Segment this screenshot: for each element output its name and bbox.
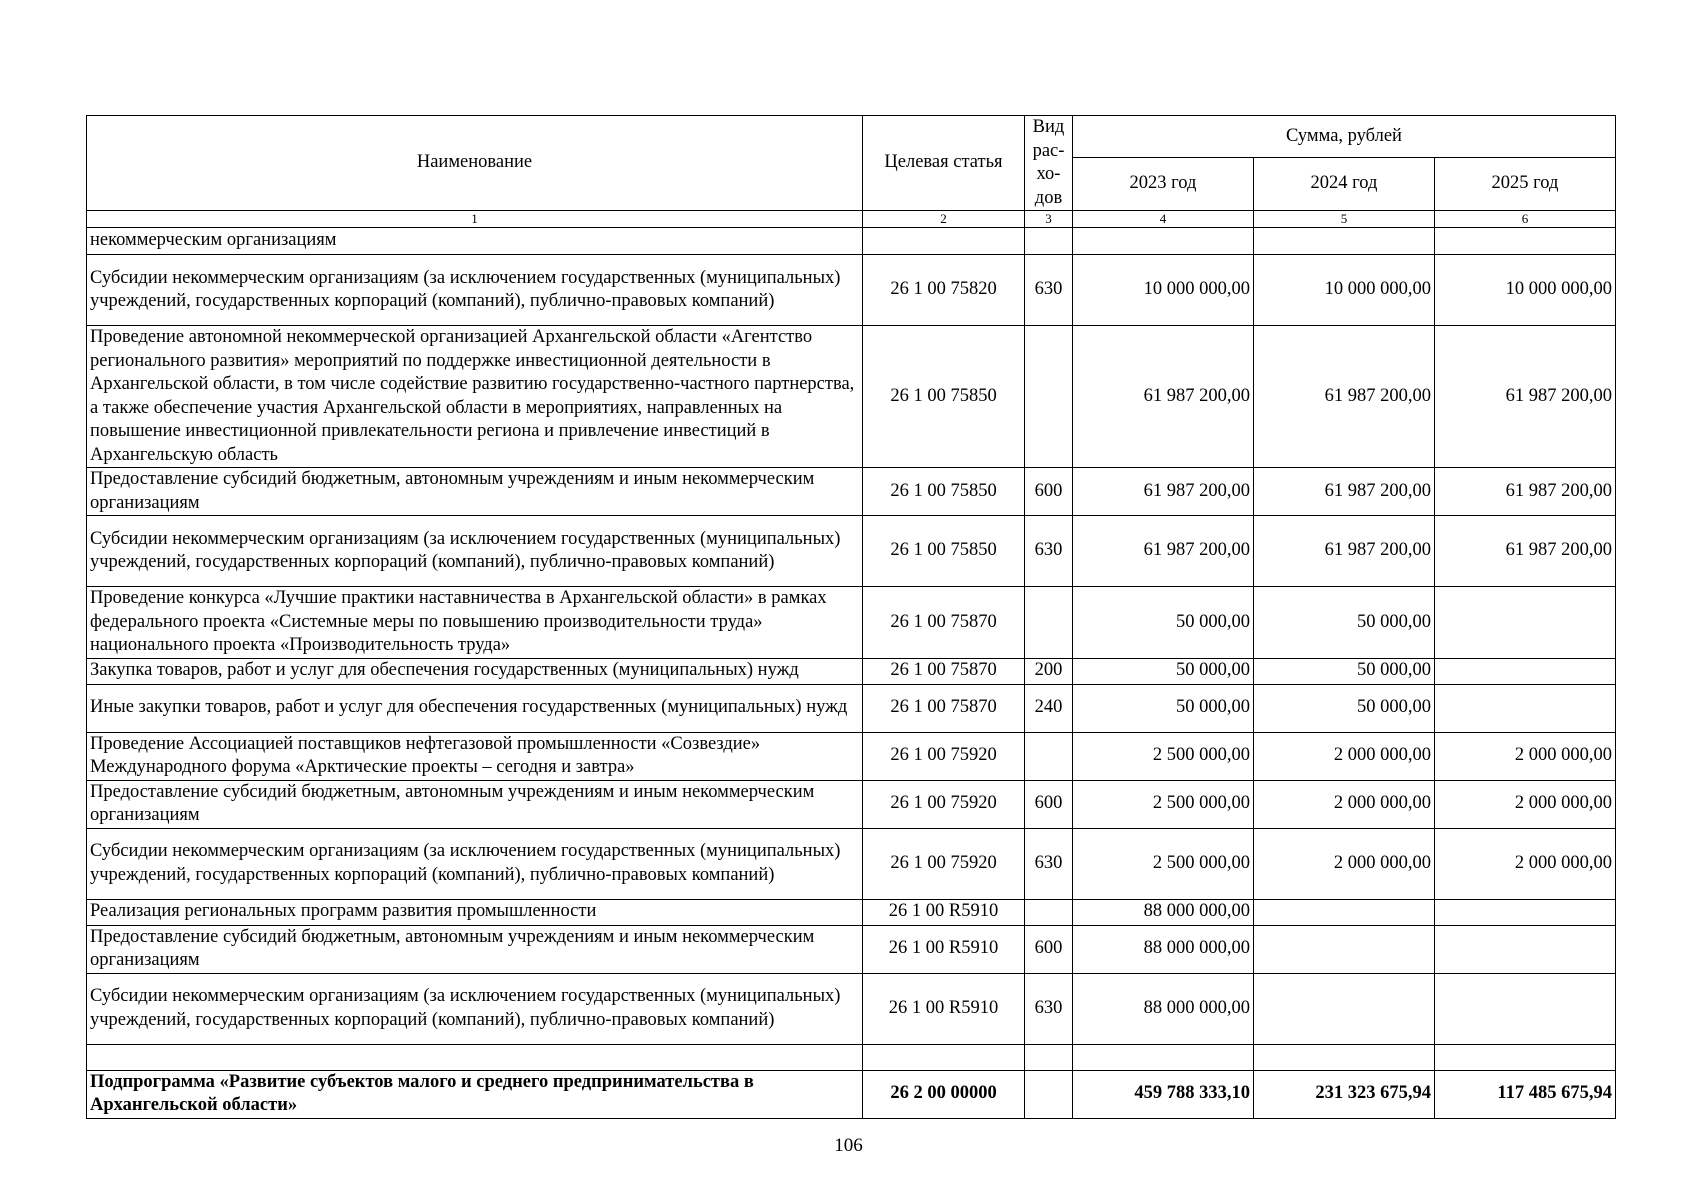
column-number: 4	[1073, 211, 1254, 228]
row-amount-2025: 61 987 200,00	[1435, 516, 1616, 587]
table-row	[87, 326, 1616, 468]
row-amount-2024: 61 987 200,00	[1254, 516, 1435, 587]
row-expense-type: 600	[1025, 925, 1073, 973]
row-amount-2024: 61 987 200,00	[1254, 326, 1435, 468]
row-name: Предоставление субсидий бюджетным, автономным учреждениям и иным некоммерческим организациям	[87, 780, 863, 828]
row-name: Проведение автономной некоммерческой организацией Архангельской области «Агентство регионального развития» мероприятий по поддержке инвестиционной деятельности в Архангельской области, в том числе содействие развитию государственно-частного партнерства, а также обеспечение участия Архангельской области в мероприятиях, направленных на повышение инвестиционной привлекательности региона и привлечение инвестиций в Архангельскую область	[87, 326, 863, 468]
row-name: Предоставление субсидий бюджетным, автономным учреждениям и иным некоммерческим организациям	[87, 925, 863, 973]
row-expense-type: 200	[1025, 658, 1073, 684]
row-amount-2023: 459 788 333,10	[1073, 1070, 1254, 1118]
row-amount-2025	[1435, 587, 1616, 659]
row-expense-type: 630	[1025, 516, 1073, 587]
row-target-article: 26 1 00 R5910	[863, 973, 1025, 1044]
header-expense-type-line: дов	[1034, 187, 1063, 208]
row-target-article: 26 1 00 75850	[863, 326, 1025, 468]
row-amount-2023: 2 500 000,00	[1073, 828, 1254, 899]
table-body	[87, 116, 1616, 1119]
row-amount-2025: 61 987 200,00	[1435, 326, 1616, 468]
table-row	[87, 587, 1616, 659]
row-name: Реализация региональных программ развития промышленности	[87, 899, 863, 925]
row-amount-2023: 88 000 000,00	[1073, 973, 1254, 1044]
row-amount-2023: 50 000,00	[1073, 587, 1254, 659]
header-expense-type	[1025, 116, 1073, 211]
row-amount-2024: 10 000 000,00	[1254, 255, 1435, 326]
row-amount-2025: 2 000 000,00	[1435, 732, 1616, 780]
row-amount-2025: 2 000 000,00	[1435, 828, 1616, 899]
column-number: 3	[1025, 211, 1073, 228]
row-target-article: 26 1 00 75850	[863, 516, 1025, 587]
row-expense-type	[1025, 732, 1073, 780]
column-number: 6	[1435, 211, 1616, 228]
row-target-article: 26 1 00 75870	[863, 587, 1025, 659]
row-amount-2024	[1254, 228, 1435, 255]
header-name: Наименование	[87, 116, 863, 211]
header-sum: Сумма, рублей	[1073, 116, 1616, 158]
row-name: Подпрограмма «Развитие субъектов малого и среднего предпринимательства в Архангельской области»	[87, 1070, 863, 1118]
row-amount-2025	[1435, 925, 1616, 973]
row-expense-type: 600	[1025, 780, 1073, 828]
header-expense-type-line: хо-	[1036, 164, 1061, 184]
row-amount-2023: 10 000 000,00	[1073, 255, 1254, 326]
row-expense-type	[1025, 899, 1073, 925]
header-year-2024: 2024 год	[1254, 158, 1435, 211]
table-row	[87, 228, 1616, 255]
row-amount-2023	[1073, 1044, 1254, 1070]
budget-table	[86, 115, 1616, 1119]
row-amount-2025	[1435, 1044, 1616, 1070]
header-year-2025: 2025 год	[1435, 158, 1616, 211]
row-expense-type: 600	[1025, 468, 1073, 516]
row-amount-2025	[1435, 973, 1616, 1044]
row-amount-2024: 50 000,00	[1254, 684, 1435, 732]
row-amount-2025: 10 000 000,00	[1435, 255, 1616, 326]
column-number: 5	[1254, 211, 1435, 228]
row-amount-2023: 88 000 000,00	[1073, 899, 1254, 925]
page-number: 106	[834, 1135, 863, 1156]
row-target-article	[863, 1044, 1025, 1070]
row-expense-type: 630	[1025, 973, 1073, 1044]
row-amount-2023	[1073, 228, 1254, 255]
row-amount-2024: 231 323 675,94	[1254, 1070, 1435, 1118]
row-target-article: 26 1 00 75850	[863, 468, 1025, 516]
row-target-article: 26 1 00 75920	[863, 828, 1025, 899]
row-name: Субсидии некоммерческим организациям (за исключением государственных (муниципальных) учреждений, государственных корпораций (компаний), публично-правовых компаний)	[87, 255, 863, 326]
row-target-article: 26 1 00 75820	[863, 255, 1025, 326]
row-amount-2023: 2 500 000,00	[1073, 780, 1254, 828]
row-name: Проведение Ассоциацией поставщиков нефтегазовой промышленности «Созвездие» Международного форума «Арктические проекты – сегодня и завтра»	[87, 732, 863, 780]
row-amount-2025: 2 000 000,00	[1435, 780, 1616, 828]
row-expense-type	[1025, 1044, 1073, 1070]
row-amount-2023: 61 987 200,00	[1073, 326, 1254, 468]
row-amount-2024: 2 000 000,00	[1254, 732, 1435, 780]
row-amount-2024: 2 000 000,00	[1254, 828, 1435, 899]
row-amount-2025	[1435, 684, 1616, 732]
row-amount-2025	[1435, 899, 1616, 925]
row-name: некоммерческим организациям	[87, 228, 863, 255]
table-row	[87, 780, 1616, 828]
row-name: Закупка товаров, работ и услуг для обеспечения государственных (муниципальных) нужд	[87, 658, 863, 684]
table-row	[87, 516, 1616, 587]
row-name: Предоставление субсидий бюджетным, автономным учреждениям и иным некоммерческим организациям	[87, 468, 863, 516]
header-expense-type-line: Вид	[1032, 117, 1065, 137]
table-row	[87, 468, 1616, 516]
row-expense-type	[1025, 587, 1073, 659]
row-expense-type: 240	[1025, 684, 1073, 732]
row-amount-2024	[1254, 973, 1435, 1044]
row-amount-2024	[1254, 899, 1435, 925]
row-target-article: 26 1 00 R5910	[863, 899, 1025, 925]
row-amount-2024	[1254, 1044, 1435, 1070]
row-name: Проведение конкурса «Лучшие практики наставничества в Архангельской области» в рамках федерального проекта «Системные меры по повышению производительности труда» национального проекта «Производительность труда»	[87, 587, 863, 659]
row-amount-2023: 50 000,00	[1073, 658, 1254, 684]
row-target-article	[863, 228, 1025, 255]
header-row-top	[87, 116, 1616, 158]
row-target-article: 26 1 00 75870	[863, 684, 1025, 732]
row-expense-type	[1025, 228, 1073, 255]
header-year-2023: 2023 год	[1073, 158, 1254, 211]
table-row	[87, 732, 1616, 780]
row-amount-2024: 61 987 200,00	[1254, 468, 1435, 516]
table-row	[87, 925, 1616, 973]
row-name: Субсидии некоммерческим организациям (за исключением государственных (муниципальных) учреждений, государственных корпораций (компаний), публично-правовых компаний)	[87, 828, 863, 899]
row-amount-2023: 2 500 000,00	[1073, 732, 1254, 780]
row-target-article: 26 2 00 00000	[863, 1070, 1025, 1118]
row-name: Субсидии некоммерческим организациям (за исключением государственных (муниципальных) учреждений, государственных корпораций (компаний), публично-правовых компаний)	[87, 973, 863, 1044]
row-target-article: 26 1 00 R5910	[863, 925, 1025, 973]
row-expense-type	[1025, 1070, 1073, 1118]
column-number: 2	[863, 211, 1025, 228]
table-row	[87, 658, 1616, 684]
table-row	[87, 1044, 1616, 1070]
row-amount-2024: 2 000 000,00	[1254, 780, 1435, 828]
column-number: 1	[87, 211, 863, 228]
row-amount-2025	[1435, 228, 1616, 255]
row-amount-2023: 88 000 000,00	[1073, 925, 1254, 973]
table-row	[87, 255, 1616, 326]
row-expense-type: 630	[1025, 828, 1073, 899]
row-expense-type: 630	[1025, 255, 1073, 326]
header-expense-type-line: рас-	[1032, 140, 1065, 161]
row-amount-2025: 61 987 200,00	[1435, 468, 1616, 516]
row-name: Субсидии некоммерческим организациям (за исключением государственных (муниципальных) учреждений, государственных корпораций (компаний), публично-правовых компаний)	[87, 516, 863, 587]
row-expense-type	[1025, 326, 1073, 468]
row-amount-2025: 117 485 675,94	[1435, 1070, 1616, 1118]
row-name	[87, 1044, 863, 1070]
row-amount-2025	[1435, 658, 1616, 684]
row-target-article: 26 1 00 75920	[863, 732, 1025, 780]
row-amount-2024	[1254, 925, 1435, 973]
row-amount-2023: 50 000,00	[1073, 684, 1254, 732]
column-number-row	[87, 211, 1616, 228]
table-row	[87, 1070, 1616, 1118]
row-amount-2023: 61 987 200,00	[1073, 516, 1254, 587]
row-target-article: 26 1 00 75920	[863, 780, 1025, 828]
row-amount-2024: 50 000,00	[1254, 587, 1435, 659]
row-amount-2023: 61 987 200,00	[1073, 468, 1254, 516]
table-row	[87, 828, 1616, 899]
row-name: Иные закупки товаров, работ и услуг для обеспечения государственных (муниципальных) нужд	[87, 684, 863, 732]
table-row	[87, 973, 1616, 1044]
table-row	[87, 684, 1616, 732]
table-row	[87, 899, 1616, 925]
row-amount-2024: 50 000,00	[1254, 658, 1435, 684]
row-target-article: 26 1 00 75870	[863, 658, 1025, 684]
header-target-article: Целевая статья	[863, 116, 1025, 211]
